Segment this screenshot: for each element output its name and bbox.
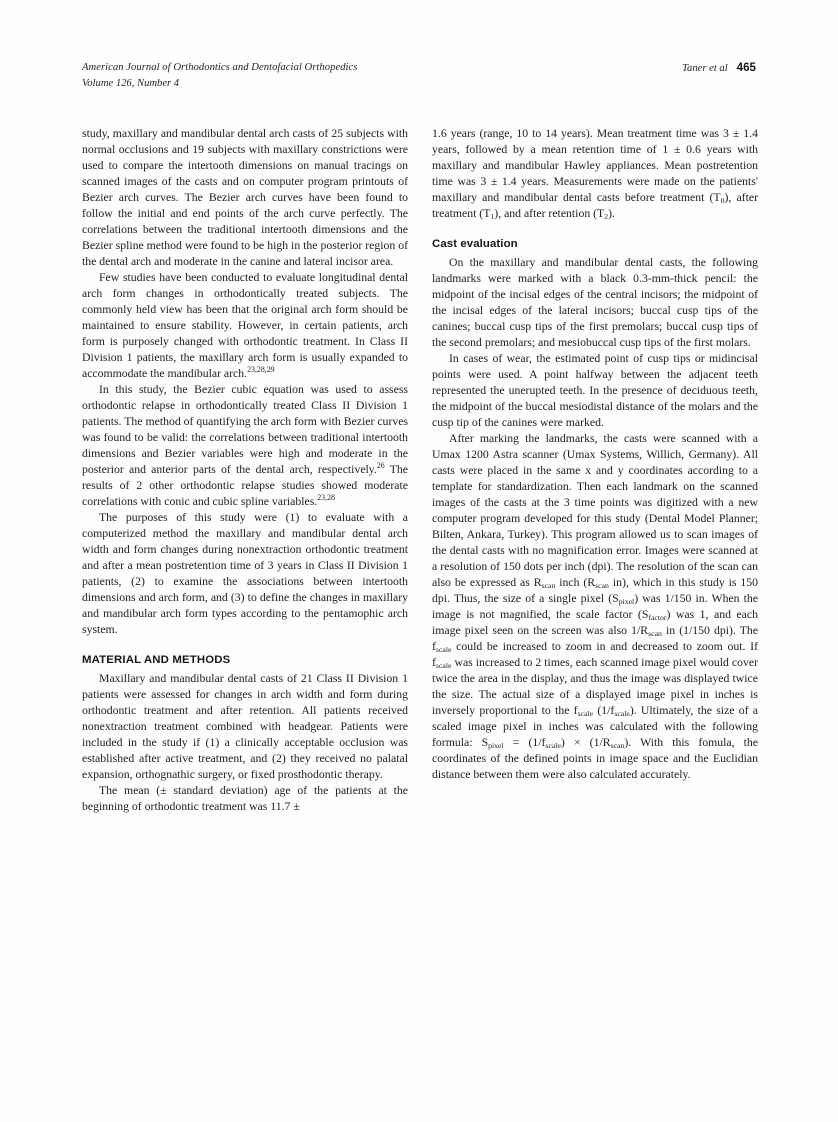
- paragraph-bezier-text-b: The results of 2 other orthodontic relapse studies showed moderate correlations with conic and cubic spline variables.: [82, 463, 408, 508]
- subscript-fscale: scale: [577, 708, 594, 718]
- scan-text-g: could be increased to zoom in and decreased to zoom out. If f: [432, 640, 758, 669]
- scan-text-i: (1/f: [593, 704, 615, 717]
- left-column: [82, 126, 408, 815]
- subsection-heading-cast-evaluation: Cast evaluation: [432, 238, 518, 250]
- subscript-spixel: pixel: [618, 596, 635, 606]
- page-number: 465: [736, 61, 756, 74]
- scan-text-h: was increased to 2 times, each scanned image pixel would cover twice the area in the display, and thus the image was displayed twice the size. The actual size of a displayed image pixel in inches is inversely proportional to the f: [432, 656, 758, 717]
- paragraph-few-studies: [82, 270, 408, 382]
- subscript-t1: 1: [490, 211, 495, 221]
- subscript-rscan: scan: [648, 628, 662, 638]
- section-heading-material-and-methods: MATERIAL AND METHODS: [82, 654, 231, 666]
- scan-text-k: = (1/f: [503, 736, 546, 749]
- subscript-t0: 0: [720, 195, 725, 205]
- reference-marker: 26: [376, 461, 385, 471]
- subscript-fscale: scale: [435, 644, 452, 654]
- subscript-sfactor: factor: [648, 612, 667, 622]
- scan-text-f: in (1/150 dpi). The f: [432, 624, 758, 653]
- scan-text-m: ). With this fomula, the coordinates of the defined points in image space and the Euclidian distance between them were also calculated accurately.: [432, 736, 759, 781]
- scan-text-j: ). Ultimately, the size of a scaled image pixel in inches was calculated with the following formula: S: [432, 704, 759, 749]
- paragraph-continued: study, maxillary and mandibular dental arch casts of 25 subjects with normal occlusions and 19 subjects with maxillary constrictions were used to compare the intertooth dimensions on manual tracings on scanned images of the casts and on computer program printouts of Bezier arch curves. The Bezier arch curves have been found to follow the initial and end points of the arch curve perfectly. The correlations between the traditional intertooth dimensions and the Bezier spline method were found to be high in the posterior region of the dental arch and moderate in the canine and lateral incisor area.: [82, 127, 408, 268]
- right-column: [432, 126, 758, 815]
- scan-text-b: inch (R: [555, 576, 596, 589]
- paragraph-years-text-c: ), and after retention (T: [494, 207, 605, 220]
- paragraph-few-studies-text: Few studies have been conducted to evaluate longitudinal dental arch form changes in orthodontically treated subjects. The commonly held view has been that the original arch form should be maintained to ensure stability. However, in certain patients, arch form is purposely changed with orthodontic treatment. In Class II Division 1 patients, the maxillary arch form is usually expanded to accommodate the mandibular arch.: [82, 271, 408, 380]
- subscript-spixel: pixel: [488, 740, 504, 750]
- paragraph-years-text-b: ), after treatment (T: [432, 191, 758, 220]
- subscript-rscan: scan: [541, 580, 556, 590]
- paragraph-years: [432, 126, 758, 222]
- article-authors: Taner et al: [682, 63, 728, 74]
- two-column-body: [82, 126, 758, 815]
- paragraph-scanning: [432, 431, 758, 783]
- subscript-rscan: scan: [595, 580, 609, 590]
- paragraph-landmarks: On the maxillary and mandibular dental casts, the following landmarks were marked with a black 0.3-mm-thick pencil: the midpoint of the incisal edges of the central incisors; the midpoint of the incisal edges of the lateral incisors; buccal cusp tips of the canines; buccal cusp tips of the first premolars; buccal cusp tips of the second premolars; and mesiobuccal cusp tips of the first molars.: [432, 256, 758, 349]
- paragraph-years-text-d: ).: [608, 207, 615, 220]
- subscript-fscale: scale: [545, 740, 561, 750]
- paragraph-purposes: The purposes of this study were (1) to evaluate with a computerized method the maxillary and mandibular dental arch width and form changes during nonextraction orthodontic treatment and after a mean postretention time of 3 years in Class II Division 1 patients, (2) to examine the associations between intertooth dimensions and arch form, and (3) to define the changes in maxillary and mandibular arch form types according to the pentamophic arch system.: [82, 511, 408, 636]
- reference-marker: 23,28,29: [247, 365, 275, 375]
- running-head-right: [682, 60, 756, 77]
- paragraph-wear: In cases of wear, the estimated point of cusp tips or midincisal points were used. A point halfway between the adjacent teeth represented the unerupted teeth. In the presence of deciduous teeth, the midpoint of the buccal mesiodistal distance of the molars and the cusp tip of the canines were marked.: [432, 352, 758, 429]
- scan-text-l: ) × (1/R: [560, 736, 611, 749]
- scan-text-d: ) was 1/150 in. When the image is not magnified, the scale factor (S: [432, 592, 759, 621]
- paragraph-years-text-a: 1.6 years (range, 10 to 14 years). Mean treatment time was 3 ± 1.4 years, followed by a mean retention time of 1 ± 0.6 years with maxillary and mandibular Hawley appliances. Mean postretention time was 3 ± 1.4 years. Measurements were made on the patients' maxillary and mandibular dental casts before treatment (T: [432, 127, 758, 204]
- scan-text-a: After marking the landmarks, the casts were scanned with a Umax 1200 Astra scanner (Umax Systems, Willich, Germany). All casts were placed in the same x and y coordinates according to a template for standardization. Then each landmark on the scanned images of the casts at the 3 time points was digitized with a new computer program developed for this study (Dental Model Planner; Bilten, Ankara, Turkey). This program allowed us to scan images of the dental casts with no magnification error. Images were scanned at a resolution of 150 dots per inch (dpi). The resolution of the scan can also be expressed as R: [432, 432, 758, 589]
- subscript-t2: 2: [604, 211, 609, 221]
- journal-volume-issue: Volume 126, Number 4: [82, 77, 180, 89]
- reference-marker: 23,28: [317, 493, 335, 503]
- scan-text-c: in), which in this study is 150 dpi. Thus, the size of a single pixel (S: [432, 576, 758, 605]
- scan-text-e: ) was 1, and each image pixel seen on the screen was also 1/R: [432, 608, 758, 637]
- journal-title: American Journal of Orthodontics and Dentofacial Orthopedics: [82, 62, 358, 73]
- subscript-fscale: scale: [614, 708, 630, 718]
- running-head: [82, 60, 756, 94]
- paragraph-mean-age: The mean (± standard deviation) age of the patients at the beginning of orthodontic treatment was 11.7 ±: [82, 784, 408, 813]
- paragraph-casts: Maxillary and mandibular dental casts of 21 Class II Division 1 patients were assessed for changes in arch width and form during orthodontic treatment and after retention. All patients received nonextraction treatment combined with headgear. Patients were included in the study if (1) a clinically acceptable occlusion was established after active treatment, and (2) they received no palatal expansion, orthognathic surgery, or fixed prosthodontic therapy.: [82, 672, 408, 781]
- subscript-fscale: scale: [435, 660, 452, 670]
- paragraph-bezier: [82, 382, 408, 510]
- paragraph-bezier-text-a: In this study, the Bezier cubic equation was used to assess orthodontic relapse in orthodontically treated Class II Division 1 patients. The method of quantifying the arch form with Bezier curves was found to be valid: the correlations between traditional intertooth dimensions and Bezier variables were high and moderate in the posterior and anterior parts of the dental arch, respectively.: [82, 383, 408, 476]
- subscript-rscan: scan: [610, 740, 625, 750]
